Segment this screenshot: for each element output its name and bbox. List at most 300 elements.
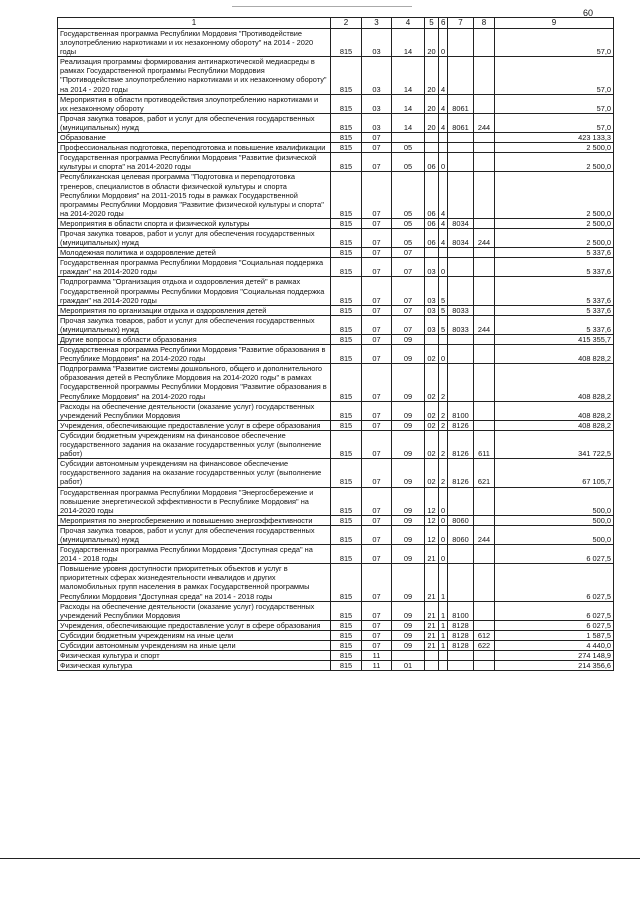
direction-code-cell bbox=[448, 133, 474, 143]
subprogram-code-cell bbox=[439, 335, 448, 345]
subprogram-code-cell: 0 bbox=[439, 525, 448, 544]
direction-code-cell bbox=[448, 258, 474, 277]
row-name-cell: Мероприятия по энергосбережению и повышению энергоэффективности bbox=[58, 515, 331, 525]
row-name-cell: Физическая культура bbox=[58, 661, 331, 671]
direction-code-cell bbox=[448, 172, 474, 218]
section-code-cell: 07 bbox=[362, 364, 392, 401]
table-row bbox=[58, 430, 614, 458]
row-name-cell: Субсидии бюджетным учреждениям на финансовое обеспечение государственного задания на оказание государственных услуг (выполнение работ) bbox=[58, 430, 331, 458]
table-row bbox=[58, 459, 614, 487]
table-row bbox=[58, 515, 614, 525]
header-cell: 3 bbox=[362, 18, 392, 29]
expense-type-cell bbox=[474, 564, 495, 601]
row-name-cell: Подпрограмма "Развитие системы дошкольного, общего и дополнительного образования детей в Республике Мордовия на 2014-2020 годы" в рамках Государственной программы Республики Мордовия "Развитие образования в Республике Мордовия" на 2014-2020 годы bbox=[58, 364, 331, 401]
budget-table bbox=[57, 17, 614, 671]
amount-cell: 2 500,0 bbox=[495, 228, 614, 247]
subprogram-code-cell: 0 bbox=[439, 29, 448, 57]
subprogram-code-cell: 4 bbox=[439, 57, 448, 94]
section-code-cell: 07 bbox=[362, 172, 392, 218]
table-row bbox=[58, 487, 614, 515]
bottom-rule bbox=[0, 858, 640, 859]
direction-code-cell: 8060 bbox=[448, 515, 474, 525]
direction-code-cell bbox=[448, 661, 474, 671]
ministry-code-cell: 815 bbox=[331, 515, 362, 525]
ministry-code-cell: 815 bbox=[331, 487, 362, 515]
amount-cell: 6 027,5 bbox=[495, 620, 614, 630]
expense-type-cell bbox=[474, 57, 495, 94]
program-code-cell: 06 bbox=[425, 218, 439, 228]
table-body bbox=[58, 18, 614, 671]
subsection-code-cell: 05 bbox=[392, 228, 425, 247]
expense-type-cell bbox=[474, 143, 495, 153]
amount-cell: 4 440,0 bbox=[495, 641, 614, 651]
ministry-code-cell: 815 bbox=[331, 601, 362, 620]
program-code-cell: 20 bbox=[425, 113, 439, 132]
amount-cell: 57,0 bbox=[495, 94, 614, 113]
header-cell: 9 bbox=[495, 18, 614, 29]
direction-code-cell: 8126 bbox=[448, 459, 474, 487]
amount-cell: 408 828,2 bbox=[495, 345, 614, 364]
program-code-cell: 03 bbox=[425, 305, 439, 315]
subprogram-code-cell: 2 bbox=[439, 420, 448, 430]
table-row bbox=[58, 620, 614, 630]
amount-cell: 2 500,0 bbox=[495, 153, 614, 172]
program-code-cell: 03 bbox=[425, 277, 439, 305]
section-code-cell: 07 bbox=[362, 305, 392, 315]
direction-code-cell: 8128 bbox=[448, 630, 474, 640]
header-cell: 7 bbox=[448, 18, 474, 29]
program-code-cell: 12 bbox=[425, 487, 439, 515]
direction-code-cell: 8061 bbox=[448, 113, 474, 132]
amount-cell: 57,0 bbox=[495, 57, 614, 94]
ministry-code-cell: 815 bbox=[331, 172, 362, 218]
table-row bbox=[58, 651, 614, 661]
section-code-cell: 07 bbox=[362, 277, 392, 305]
expense-type-cell bbox=[474, 133, 495, 143]
amount-cell: 5 337,6 bbox=[495, 315, 614, 334]
ministry-code-cell: 815 bbox=[331, 29, 362, 57]
amount-cell: 341 722,5 bbox=[495, 430, 614, 458]
subprogram-code-cell: 0 bbox=[439, 487, 448, 515]
direction-code-cell bbox=[448, 57, 474, 94]
ministry-code-cell: 815 bbox=[331, 420, 362, 430]
amount-cell: 214 356,6 bbox=[495, 661, 614, 671]
table-row bbox=[58, 661, 614, 671]
subsection-code-cell: 09 bbox=[392, 459, 425, 487]
section-code-cell: 03 bbox=[362, 113, 392, 132]
subsection-code-cell: 05 bbox=[392, 218, 425, 228]
table-row bbox=[58, 172, 614, 218]
subprogram-code-cell: 0 bbox=[439, 515, 448, 525]
subsection-code-cell: 07 bbox=[392, 258, 425, 277]
expense-type-cell bbox=[474, 335, 495, 345]
table-row bbox=[58, 133, 614, 143]
row-name-cell: Физическая культура и спорт bbox=[58, 651, 331, 661]
direction-code-cell bbox=[448, 248, 474, 258]
program-code-cell: 12 bbox=[425, 525, 439, 544]
ministry-code-cell: 815 bbox=[331, 113, 362, 132]
subsection-code-cell: 09 bbox=[392, 630, 425, 640]
program-code-cell: 20 bbox=[425, 94, 439, 113]
expense-type-cell bbox=[474, 487, 495, 515]
row-name-cell: Мероприятия в области противодействия злоупотреблению наркотиками и их незаконному обороту bbox=[58, 94, 331, 113]
section-code-cell: 11 bbox=[362, 661, 392, 671]
table-row bbox=[58, 305, 614, 315]
subprogram-code-cell: 5 bbox=[439, 277, 448, 305]
section-code-cell: 07 bbox=[362, 641, 392, 651]
amount-cell: 5 337,6 bbox=[495, 305, 614, 315]
section-code-cell: 07 bbox=[362, 564, 392, 601]
expense-type-cell bbox=[474, 545, 495, 564]
direction-code-cell: 8033 bbox=[448, 305, 474, 315]
ministry-code-cell: 815 bbox=[331, 315, 362, 334]
subprogram-code-cell: 1 bbox=[439, 601, 448, 620]
expense-type-cell bbox=[474, 172, 495, 218]
subsection-code-cell: 07 bbox=[392, 305, 425, 315]
table-header-row bbox=[58, 18, 614, 29]
row-name-cell: Мероприятия в области спорта и физической культуры bbox=[58, 218, 331, 228]
program-code-cell: 21 bbox=[425, 630, 439, 640]
expense-type-cell bbox=[474, 29, 495, 57]
ministry-code-cell: 815 bbox=[331, 305, 362, 315]
ministry-code-cell: 815 bbox=[331, 630, 362, 640]
direction-code-cell bbox=[448, 651, 474, 661]
program-code-cell: 06 bbox=[425, 153, 439, 172]
subsection-code-cell: 09 bbox=[392, 401, 425, 420]
expense-type-cell: 244 bbox=[474, 315, 495, 334]
program-code-cell: 21 bbox=[425, 641, 439, 651]
direction-code-cell bbox=[448, 364, 474, 401]
program-code-cell: 21 bbox=[425, 564, 439, 601]
table-row bbox=[58, 228, 614, 247]
table-row bbox=[58, 29, 614, 57]
section-code-cell: 07 bbox=[362, 487, 392, 515]
subprogram-code-cell bbox=[439, 143, 448, 153]
subsection-code-cell: 09 bbox=[392, 420, 425, 430]
ministry-code-cell: 815 bbox=[331, 525, 362, 544]
amount-cell: 6 027,5 bbox=[495, 564, 614, 601]
row-name-cell: Прочая закупка товаров, работ и услуг для обеспечения государственных (муниципальных) нужд bbox=[58, 525, 331, 544]
section-code-cell: 07 bbox=[362, 143, 392, 153]
expense-type-cell bbox=[474, 364, 495, 401]
amount-cell: 5 337,6 bbox=[495, 277, 614, 305]
section-code-cell: 07 bbox=[362, 601, 392, 620]
row-name-cell: Субсидии автономным учреждениям на финансовое обеспечение государственного задания на оказание государственных услуг (выполнение работ) bbox=[58, 459, 331, 487]
ministry-code-cell: 815 bbox=[331, 651, 362, 661]
program-code-cell: 02 bbox=[425, 459, 439, 487]
table-row bbox=[58, 525, 614, 544]
table-row bbox=[58, 57, 614, 94]
direction-code-cell bbox=[448, 29, 474, 57]
section-code-cell: 07 bbox=[362, 430, 392, 458]
direction-code-cell bbox=[448, 277, 474, 305]
direction-code-cell: 8100 bbox=[448, 601, 474, 620]
subprogram-code-cell bbox=[439, 133, 448, 143]
expense-type-cell: 622 bbox=[474, 641, 495, 651]
header-cell: 4 bbox=[392, 18, 425, 29]
subsection-code-cell: 14 bbox=[392, 94, 425, 113]
subprogram-code-cell: 2 bbox=[439, 459, 448, 487]
section-code-cell: 03 bbox=[362, 57, 392, 94]
amount-cell: 415 355,7 bbox=[495, 335, 614, 345]
header-cell: 8 bbox=[474, 18, 495, 29]
row-name-cell: Молодежная политика и оздоровление детей bbox=[58, 248, 331, 258]
ministry-code-cell: 815 bbox=[331, 258, 362, 277]
program-code-cell: 20 bbox=[425, 29, 439, 57]
subsection-code-cell: 07 bbox=[392, 248, 425, 258]
expense-type-cell bbox=[474, 661, 495, 671]
subprogram-code-cell: 1 bbox=[439, 630, 448, 640]
section-code-cell: 07 bbox=[362, 401, 392, 420]
subsection-code-cell: 07 bbox=[392, 315, 425, 334]
expense-type-cell bbox=[474, 620, 495, 630]
direction-code-cell bbox=[448, 335, 474, 345]
header-cell: 2 bbox=[331, 18, 362, 29]
row-name-cell: Государственная программа Республики Мордовия "Развитие образования в Республике Мордовия" на 2014-2020 годы bbox=[58, 345, 331, 364]
amount-cell: 500,0 bbox=[495, 525, 614, 544]
section-code-cell: 07 bbox=[362, 345, 392, 364]
row-name-cell: Государственная программа Республики Мордовия "Социальная поддержка граждан" на 2014-2020 годы bbox=[58, 258, 331, 277]
ministry-code-cell: 815 bbox=[331, 228, 362, 247]
subsection-code-cell: 09 bbox=[392, 525, 425, 544]
subprogram-code-cell: 0 bbox=[439, 545, 448, 564]
header-cell: 5 bbox=[425, 18, 439, 29]
expense-type-cell bbox=[474, 258, 495, 277]
ministry-code-cell: 815 bbox=[331, 143, 362, 153]
subsection-code-cell: 05 bbox=[392, 143, 425, 153]
section-code-cell: 07 bbox=[362, 630, 392, 640]
expense-type-cell bbox=[474, 218, 495, 228]
subsection-code-cell: 09 bbox=[392, 620, 425, 630]
program-code-cell: 20 bbox=[425, 57, 439, 94]
expense-type-cell bbox=[474, 515, 495, 525]
table-row bbox=[58, 420, 614, 430]
subprogram-code-cell: 1 bbox=[439, 641, 448, 651]
direction-code-cell bbox=[448, 545, 474, 564]
row-name-cell: Государственная программа Республики Мордовия "Развитие физической культуры и спорта" на 2014-2020 годы bbox=[58, 153, 331, 172]
subsection-code-cell: 01 bbox=[392, 661, 425, 671]
subprogram-code-cell bbox=[439, 651, 448, 661]
ministry-code-cell: 815 bbox=[331, 661, 362, 671]
section-code-cell: 07 bbox=[362, 525, 392, 544]
amount-cell: 2 500,0 bbox=[495, 172, 614, 218]
program-code-cell: 06 bbox=[425, 228, 439, 247]
ministry-code-cell: 815 bbox=[331, 248, 362, 258]
ministry-code-cell: 815 bbox=[331, 545, 362, 564]
row-name-cell: Субсидии автономным учреждениям на иные цели bbox=[58, 641, 331, 651]
expense-type-cell: 244 bbox=[474, 228, 495, 247]
program-code-cell: 03 bbox=[425, 315, 439, 334]
expense-type-cell bbox=[474, 153, 495, 172]
direction-code-cell: 8034 bbox=[448, 228, 474, 247]
program-code-cell: 21 bbox=[425, 601, 439, 620]
expense-type-cell bbox=[474, 345, 495, 364]
row-name-cell: Государственная программа Республики Мордовия "Доступная среда" на 2014 - 2018 годы bbox=[58, 545, 331, 564]
expense-type-cell: 611 bbox=[474, 430, 495, 458]
program-code-cell: 02 bbox=[425, 364, 439, 401]
program-code-cell bbox=[425, 335, 439, 345]
direction-code-cell: 8060 bbox=[448, 525, 474, 544]
amount-cell: 408 828,2 bbox=[495, 401, 614, 420]
direction-code-cell: 8128 bbox=[448, 641, 474, 651]
expense-type-cell: 612 bbox=[474, 630, 495, 640]
table-row bbox=[58, 364, 614, 401]
subprogram-code-cell bbox=[439, 661, 448, 671]
table-row bbox=[58, 277, 614, 305]
amount-cell: 5 337,6 bbox=[495, 258, 614, 277]
program-code-cell bbox=[425, 143, 439, 153]
amount-cell: 2 500,0 bbox=[495, 143, 614, 153]
page-number: 60 bbox=[583, 8, 594, 18]
direction-code-cell bbox=[448, 143, 474, 153]
subprogram-code-cell: 4 bbox=[439, 218, 448, 228]
table-row bbox=[58, 564, 614, 601]
ministry-code-cell: 815 bbox=[331, 57, 362, 94]
section-code-cell: 07 bbox=[362, 133, 392, 143]
table-row bbox=[58, 335, 614, 345]
subprogram-code-cell: 5 bbox=[439, 315, 448, 334]
subsection-code-cell: 05 bbox=[392, 172, 425, 218]
row-name-cell: Повышение уровня доступности приоритетных объектов и услуг в приоритетных сферах жизнедеятельности инвалидов и других маломобильных групп населения в рамках Государственной программы Республики Мордовия "Доступная среда" на 2014 - 2018 годы bbox=[58, 564, 331, 601]
expense-type-cell bbox=[474, 651, 495, 661]
table-row bbox=[58, 113, 614, 132]
row-name-cell: Реализация программы формирования антинаркотической медиасреды в рамках Государственной программы Республики Мордовия "Противодействие злоупотреблению наркотиками и их незаконному обороту" на 2014 - 2020 годы bbox=[58, 57, 331, 94]
ministry-code-cell: 815 bbox=[331, 641, 362, 651]
section-code-cell: 07 bbox=[362, 228, 392, 247]
table-row bbox=[58, 153, 614, 172]
table-row bbox=[58, 545, 614, 564]
program-code-cell bbox=[425, 661, 439, 671]
ministry-code-cell: 815 bbox=[331, 94, 362, 113]
direction-code-cell: 8033 bbox=[448, 315, 474, 334]
section-code-cell: 07 bbox=[362, 315, 392, 334]
row-name-cell: Государственная программа Республики Мордовия "Противодействие злоупотреблению наркотиками и их незаконному обороту" на 2014 - 2020 годы bbox=[58, 29, 331, 57]
expense-type-cell bbox=[474, 94, 495, 113]
program-code-cell: 02 bbox=[425, 345, 439, 364]
table-row bbox=[58, 401, 614, 420]
amount-cell: 408 828,2 bbox=[495, 364, 614, 401]
section-code-cell: 03 bbox=[362, 94, 392, 113]
amount-cell: 500,0 bbox=[495, 515, 614, 525]
amount-cell: 57,0 bbox=[495, 29, 614, 57]
program-code-cell: 12 bbox=[425, 515, 439, 525]
subprogram-code-cell: 2 bbox=[439, 430, 448, 458]
table-row bbox=[58, 345, 614, 364]
table-row bbox=[58, 143, 614, 153]
amount-cell: 5 337,6 bbox=[495, 248, 614, 258]
amount-cell: 274 148,9 bbox=[495, 651, 614, 661]
ministry-code-cell: 815 bbox=[331, 335, 362, 345]
ministry-code-cell: 815 bbox=[331, 133, 362, 143]
subprogram-code-cell: 4 bbox=[439, 228, 448, 247]
direction-code-cell: 8126 bbox=[448, 420, 474, 430]
row-name-cell: Другие вопросы в области образования bbox=[58, 335, 331, 345]
ministry-code-cell: 815 bbox=[331, 430, 362, 458]
section-code-cell: 07 bbox=[362, 248, 392, 258]
subsection-code-cell bbox=[392, 651, 425, 661]
row-name-cell: Субсидии бюджетным учреждениям на иные цели bbox=[58, 630, 331, 640]
section-code-cell: 07 bbox=[362, 459, 392, 487]
section-code-cell: 03 bbox=[362, 29, 392, 57]
amount-cell: 2 500,0 bbox=[495, 218, 614, 228]
expense-type-cell bbox=[474, 248, 495, 258]
direction-code-cell: 8128 bbox=[448, 620, 474, 630]
header-cell: 1 bbox=[58, 18, 331, 29]
subprogram-code-cell: 2 bbox=[439, 364, 448, 401]
subsection-code-cell: 09 bbox=[392, 564, 425, 601]
expense-type-cell: 244 bbox=[474, 525, 495, 544]
program-code-cell bbox=[425, 651, 439, 661]
ministry-code-cell: 815 bbox=[331, 564, 362, 601]
row-name-cell: Подпрограмма "Организация отдыха и оздоровления детей" в рамках Государственной программы Республики Мордовия "Социальная поддержка граждан" на 2014-2020 годы bbox=[58, 277, 331, 305]
amount-cell: 408 828,2 bbox=[495, 420, 614, 430]
expense-type-cell bbox=[474, 305, 495, 315]
subsection-code-cell: 09 bbox=[392, 487, 425, 515]
subsection-code-cell: 09 bbox=[392, 515, 425, 525]
amount-cell: 57,0 bbox=[495, 113, 614, 132]
subsection-code-cell: 09 bbox=[392, 601, 425, 620]
expense-type-cell bbox=[474, 401, 495, 420]
direction-code-cell bbox=[448, 487, 474, 515]
row-name-cell: Образование bbox=[58, 133, 331, 143]
expense-type-cell bbox=[474, 601, 495, 620]
direction-code-cell: 8034 bbox=[448, 218, 474, 228]
program-code-cell: 21 bbox=[425, 545, 439, 564]
amount-cell: 423 133,3 bbox=[495, 133, 614, 143]
program-code-cell bbox=[425, 248, 439, 258]
ministry-code-cell: 815 bbox=[331, 218, 362, 228]
subsection-code-cell: 07 bbox=[392, 277, 425, 305]
direction-code-cell bbox=[448, 153, 474, 172]
subprogram-code-cell bbox=[439, 248, 448, 258]
row-name-cell: Республиканская целевая программа "Подготовка и переподготовка тренеров, специалистов в области физической культуры и спорта Республики Мордовия" на 2011-2015 годы в рамках Государственной программы Республики Мордовия "Развитие физической культуры и спорта" на 2014-2020 годы bbox=[58, 172, 331, 218]
amount-cell: 67 105,7 bbox=[495, 459, 614, 487]
row-name-cell: Прочая закупка товаров, работ и услуг для обеспечения государственных (муниципальных) нужд bbox=[58, 315, 331, 334]
row-name-cell: Мероприятия по организации отдыха и оздоровления детей bbox=[58, 305, 331, 315]
program-code-cell bbox=[425, 133, 439, 143]
direction-code-cell bbox=[448, 345, 474, 364]
table-row bbox=[58, 630, 614, 640]
program-code-cell: 02 bbox=[425, 430, 439, 458]
expense-type-cell: 621 bbox=[474, 459, 495, 487]
subsection-code-cell: 09 bbox=[392, 641, 425, 651]
amount-cell: 500,0 bbox=[495, 487, 614, 515]
subprogram-code-cell: 1 bbox=[439, 620, 448, 630]
subsection-code-cell: 14 bbox=[392, 29, 425, 57]
subsection-code-cell: 14 bbox=[392, 113, 425, 132]
section-code-cell: 07 bbox=[362, 258, 392, 277]
section-code-cell: 07 bbox=[362, 335, 392, 345]
program-code-cell: 06 bbox=[425, 172, 439, 218]
ministry-code-cell: 815 bbox=[331, 620, 362, 630]
direction-code-cell: 8061 bbox=[448, 94, 474, 113]
subprogram-code-cell: 5 bbox=[439, 305, 448, 315]
subprogram-code-cell: 1 bbox=[439, 564, 448, 601]
ministry-code-cell: 815 bbox=[331, 277, 362, 305]
table-row bbox=[58, 218, 614, 228]
section-code-cell: 07 bbox=[362, 545, 392, 564]
ministry-code-cell: 815 bbox=[331, 459, 362, 487]
subsection-code-cell: 14 bbox=[392, 57, 425, 94]
row-name-cell: Прочая закупка товаров, работ и услуг для обеспечения государственных (муниципальных) нужд bbox=[58, 228, 331, 247]
table-row bbox=[58, 258, 614, 277]
row-name-cell: Расходы на обеспечение деятельности (оказание услуг) государственных учреждений Республики Мордовия bbox=[58, 601, 331, 620]
amount-cell: 1 587,5 bbox=[495, 630, 614, 640]
row-name-cell: Прочая закупка товаров, работ и услуг для обеспечения государственных (муниципальных) нужд bbox=[58, 113, 331, 132]
row-name-cell: Учреждения, обеспечивающие предоставление услуг в сфере образования bbox=[58, 420, 331, 430]
subsection-code-cell: 05 bbox=[392, 153, 425, 172]
top-rule bbox=[232, 6, 412, 7]
